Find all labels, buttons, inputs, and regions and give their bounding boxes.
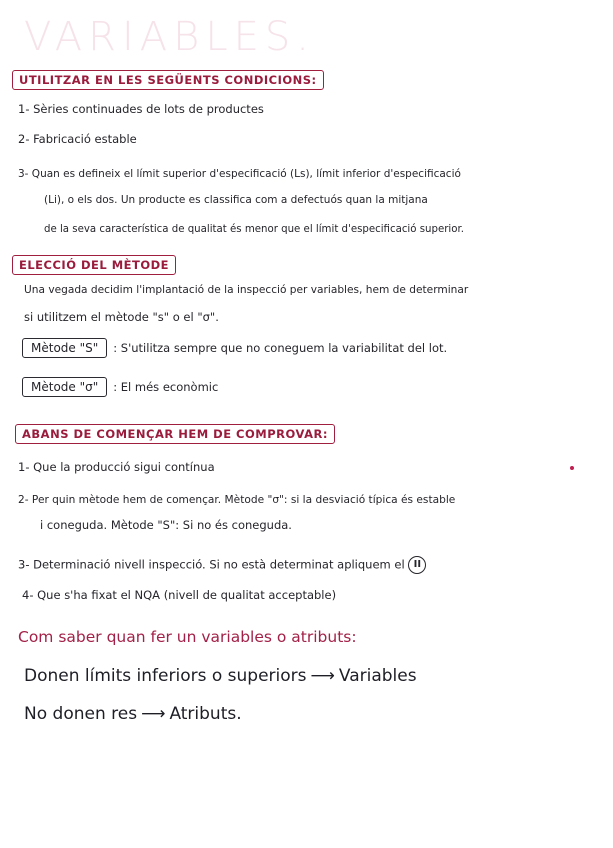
section-heading-conditions: UTILITZAR EN LES SEGÜENTS CONDICIONS: (12, 70, 324, 90)
check-item-2-line2: i coneguda. Mètode "S": Si no és coneguda. (40, 518, 292, 532)
method-intro-line1: Una vegada decidim l'implantació de la inspecció per variables, hem de determinar (24, 284, 469, 296)
page-title: VARIABLES. (24, 14, 315, 60)
check-item-2-line1: 2- Per quin mètode hem de començar. Mètode "σ": si la desviació típica és estable (18, 494, 456, 506)
limits-given-text: Donen límits inferiors o superiors (24, 666, 307, 686)
variables-or-attributes-question: Com saber quan fer un variables o atributs: (18, 628, 357, 646)
method-sigma-box: Mètode "σ" (22, 377, 107, 397)
limits-given-row (24, 666, 417, 686)
condition-item-3-line2: (Li), o els dos. Un producte es classifica com a defectuós quan la mitjana (44, 194, 428, 206)
nothing-given-row (24, 704, 242, 724)
method-intro-line2: si utilitzem el mètode "s" o el "σ". (24, 310, 219, 324)
arrow-icon: ⟶ (141, 704, 166, 724)
section-heading-checks: ABANS DE COMENÇAR HEM DE COMPROVAR: (15, 424, 335, 444)
section-heading-method-choice: ELECCIÓ DEL MÈTODE (12, 255, 176, 275)
level-two-circle: II (408, 556, 426, 574)
nothing-given-text: No donen res (24, 704, 138, 724)
method-s-row (22, 338, 447, 358)
method-sigma-description: : El més econòmic (113, 380, 219, 394)
method-s-box: Mètode "S" (22, 338, 107, 358)
check-item-3 (18, 556, 426, 574)
condition-item-1: 1- Sèries continuades de lots de productes (18, 102, 264, 116)
condition-item-3-line1: 3- Quan es defineix el límit superior d'especificació (Ls), límit inferior d'especificació (18, 168, 461, 180)
arrow-icon: ⟶ (310, 666, 335, 686)
variables-result: Variables (338, 666, 417, 686)
ink-dot (570, 466, 574, 470)
check-item-3-text: 3- Determinació nivell inspecció. Si no està determinat apliquem el (18, 557, 405, 572)
method-sigma-row (22, 377, 218, 397)
check-item-4: 4- Que s'ha fixat el NQA (nivell de qualitat acceptable) (22, 588, 337, 602)
condition-item-2: 2- Fabricació estable (18, 132, 137, 146)
condition-item-3-line3: de la seva característica de qualitat és menor que el límit d'especificació superior. (44, 224, 464, 235)
check-item-1: 1- Que la producció sigui contínua (18, 460, 215, 474)
attributes-result: Atributs. (169, 704, 242, 724)
method-s-description: : S'utilitza sempre que no coneguem la variabilitat del lot. (113, 341, 448, 355)
